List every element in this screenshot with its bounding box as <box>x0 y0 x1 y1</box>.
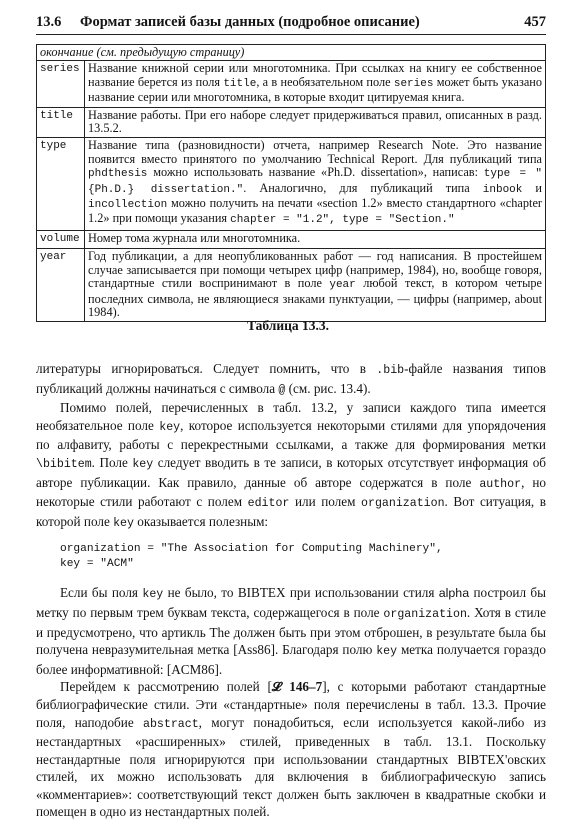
page-number: 457 <box>524 14 546 30</box>
inline-code: .bib <box>376 364 405 377</box>
desc-text: может быть указано название серии или многотомника, в которые входит цитируемая книга. <box>88 74 543 105</box>
desc-code: chapter = "1.2", type = "Section." <box>230 214 455 227</box>
inline-code: organization <box>383 607 467 621</box>
text-run: или полем <box>289 494 362 510</box>
desc-text: и <box>522 180 543 195</box>
field-description <box>85 249 546 322</box>
code-example: organization = "The Association for Computing Machinery", key = "ACM" <box>60 543 443 571</box>
running-header <box>36 12 546 35</box>
desc-text: Название типа (разновидности) отчета, например Research Note. Это название появится вместо принятого по умолчанию Technical Report. Для публикаций типа <box>88 138 542 166</box>
reference: 𝓛 146–7 <box>271 679 323 695</box>
text-run: Перейдем к рассмотрению полей [ <box>60 679 272 695</box>
desc-code: year <box>329 279 356 292</box>
paragraph <box>36 584 546 678</box>
desc-text: , а в необязательном поле <box>256 74 394 89</box>
inline-code: editor <box>247 497 290 511</box>
field-description: Название работы. При его наборе следует придерживаться правил, описанных в разд. 13.5.2. <box>85 107 546 138</box>
text-run: Помимо полей, перечисленных в табл. 13.2, у записи каждого типа имеется необязательное поле <box>36 400 546 433</box>
field-description <box>85 61 546 107</box>
table-row <box>37 61 546 107</box>
text-run: . Хотя в стиле и предусмотрено, что артикль The должен быть при этом отброшен, в результате была бы получена невразумительная метка [Ass86]. Благодаря полю <box>36 604 546 658</box>
inline-code: @ <box>278 383 286 397</box>
text-run: метка получается гораздо более информативной: [ACM86]. <box>36 642 546 677</box>
text-run: литературы игнорироваться. Следует помнить, что в <box>36 361 377 376</box>
text-run: , которое используется некоторыми стилями для упорядочения по алфавиту, работы с перекрестными ссылками, а также для формирования метки <box>36 417 546 453</box>
table-row <box>37 107 546 138</box>
body-text <box>36 360 546 821</box>
text-run: построил бы метку по первым трем буквам текста, содержащегося в поле <box>36 585 546 620</box>
inline-code: key <box>376 645 398 659</box>
text-run: следует вводить в те записи, в которых отсутствует информация об авторе публикации. Как правило, данные об авторе содержатся в поле <box>36 454 546 490</box>
style-name: alpha <box>438 586 470 601</box>
text-run: Если бы поля <box>60 585 143 601</box>
text-run: -файле названия типов публикаций должны начинаться с символа <box>36 361 546 396</box>
desc-text: Название книжной серии или многотомника. При ссылках на книгу ее собственное название берется из поля <box>88 61 542 89</box>
table-row <box>37 249 546 322</box>
field-name: series <box>37 61 85 107</box>
inline-code: abstract <box>143 717 199 731</box>
inline-code: key <box>132 457 154 471</box>
paragraph <box>36 399 546 532</box>
desc-code: phdthesis <box>88 168 148 181</box>
desc-code: series <box>393 77 434 90</box>
field-description <box>85 138 546 230</box>
inline-code: \bibitem <box>36 457 92 471</box>
field-name: year <box>37 249 85 322</box>
table-row <box>37 45 546 61</box>
table-row <box>37 138 546 230</box>
inline-code: key <box>113 516 134 530</box>
fields-table <box>36 44 546 322</box>
table-row <box>37 230 546 248</box>
field-name: title <box>37 107 85 138</box>
inline-code: key <box>142 588 164 602</box>
desc-code: type = "{Ph.D.} dissertation." <box>88 168 542 196</box>
desc-text: любой текст, в котором четыре последних символа, не являющиеся знаками пунктуации, — цифры (например, about 1984). <box>88 276 542 319</box>
text-run: ], с которыми работают стандартные библиографические стили. Эти «стандартные» поля перечислены в табл. 13.3. Прочие поля, наподобие <box>36 679 546 730</box>
desc-code: incollection <box>88 199 168 212</box>
field-name: type <box>37 138 85 230</box>
section-number: 13.6 <box>36 14 62 30</box>
field-description: Номер тома журнала или многотомника. <box>85 230 546 248</box>
text-run: , но некоторые стили работают с полем <box>36 474 546 510</box>
field-name: volume <box>37 230 85 248</box>
inline-code: organization <box>361 497 445 511</box>
text-run: оказывается полезным: <box>133 513 269 529</box>
paragraph <box>36 678 546 821</box>
desc-code: title <box>223 77 257 90</box>
text-run: (см. рис. 13.4). <box>285 380 371 396</box>
text-run: , могут понадобиться, если используется какой-либо из нестандартных «расширенных» стилей, приведенных в табл. 13.1. Поскольку нестандартные поля игнорируются при использовании стандартных BIBTEX'овских стилей, их можно использовать для включения в библиографическую запись «комментариев»: соответствующий текст должен быть заключен в квадратные скобки и помещен в одно из нестандартных полей. <box>36 714 546 820</box>
desc-text: . Аналогично, для публикаций типа <box>243 180 483 195</box>
text-run: . Поле <box>91 454 133 470</box>
table-caption: Таблица 13.3. <box>246 318 330 333</box>
desc-code: inbook <box>482 183 523 196</box>
continuation-note: окончание (см. предыдущую страницу) <box>37 45 546 61</box>
paragraph <box>36 360 546 399</box>
desc-text: Год публикации, а для неопубликованных работ — год написания. В простейшем случае записывается при помощи четырех цифр (например, 1984), но, вообще говоря, стандартные стили воспринимают в поле <box>88 249 542 291</box>
inline-code: key <box>159 420 181 434</box>
header-title: Формат записей базы данных (подробное описание) <box>80 14 420 30</box>
text-run: не было, то BIBTEX при использовании стиля <box>163 585 439 601</box>
inline-code: author <box>479 477 522 491</box>
desc-text: можно получить на печати «section 1.2» вместо стандартного «chapter 1.2» при помощи указания <box>88 196 542 226</box>
desc-text: можно использовать название «Ph.D. dissertation», написав: <box>147 165 484 180</box>
text-run: . Вот ситуация, в которой поле <box>36 494 547 529</box>
